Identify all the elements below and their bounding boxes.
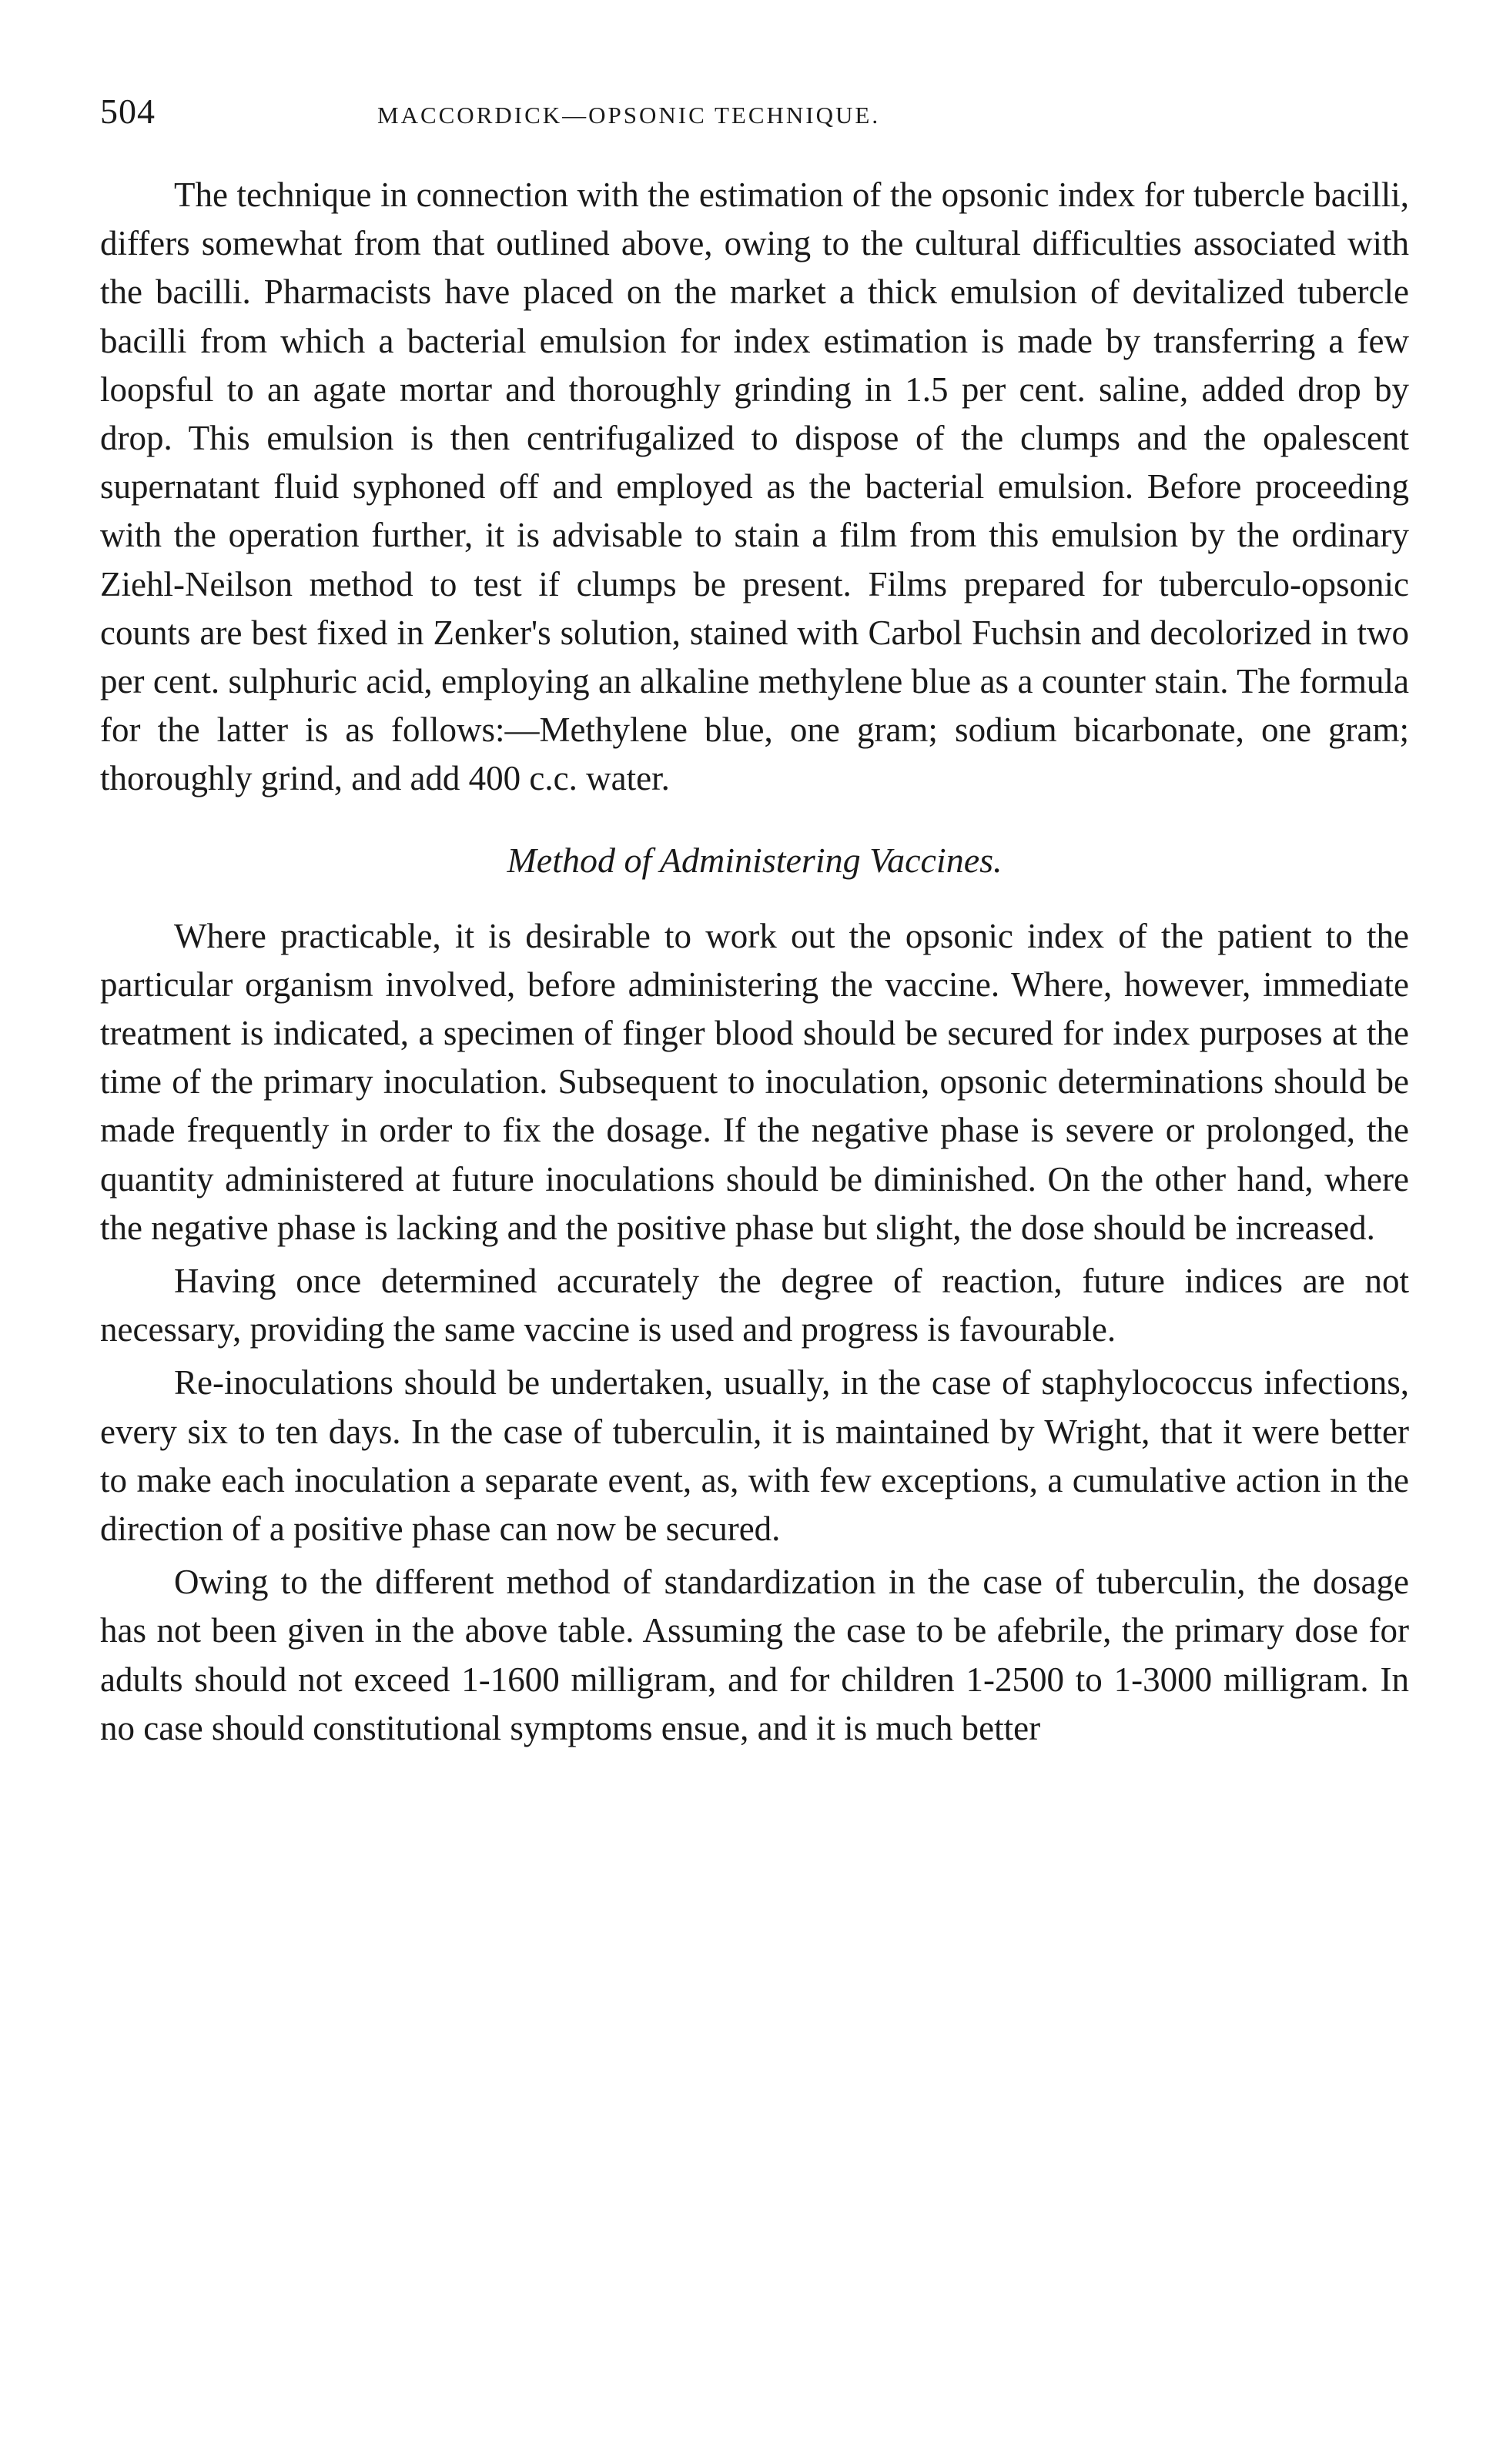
paragraph-tuberculin-dosage: Owing to the different method of standardization in the case of tuberculin, the dosage has not been given in the above table. Assuming the case to be afebrile, the primary dose for adults should not exceed 1-1600 milligram, and for children 1-2500 to 1-3000 milligram. In no case should constitutional symptoms ensue, and it is much better [100,1563,1409,1747]
paragraph-degree-of-reaction: Having once determined accurately the degree of reaction, future indices are not necessary, providing the same vaccine is used and progress is favourable. [100,1262,1409,1349]
paragraph-opsonic-index: Where practicable, it is desirable to work out the opsonic index of the patient to the particular organism involved, before administering the vaccine. Where, however, immediate treatment is indicated, a specimen of finger blood should be secured for index purposes at the time of the primary inoculation. Subsequent to inoculation, opsonic determinations should be made frequently in order to fix the dosage. If the negative phase is severe or prolonged, the quantity administered at future inoculations should be diminished. On the other hand, where the negative phase is lacking and the positive phase but slight, the dose should be increased. [100,916,1409,1247]
document-page [100,91,1409,1753]
running-title: MACCORDICK—OPSONIC TECHNIQUE. [377,102,881,129]
paragraph-re-inoculations: Re-inoculations should be undertaken, usually, in the case of staphylococcus infections, every six to ten days. In the case of tuberculin, it is maintained by Wright, that it were better to make each inoculation a separate event, as, with few exceptions, a cumulative action in the direction of a positive phase can now be secured. [100,1363,1409,1549]
page-number: 504 [100,92,156,131]
section-heading: Method of Administering Vaccines. [507,840,1003,880]
running-head [100,91,1409,137]
paragraph-tubercle-technique: The technique in connection with the estimation of the opsonic index for tubercle bacilli, differs somewhat from that outlined above, owing to the cultural difficulties associated with the bacilli. Pharmacists have placed on the market a thick emulsion of devitalized tubercle bacilli from which a bacterial emulsion for index estimation is made by transferring a few loopsful to an agate mortar and thoroughly grinding in 1.5 per cent. saline, added drop by drop. This emulsion is then centrifugalized to dispose of the clumps and the opalescent supernatant fluid syphoned off and employed as the bacterial emulsion. Before proceeding with the operation further, it is advisable to stain a film from this emulsion by the ordinary Ziehl-Neilson method to test if clumps be present. Films prepared for tuberculo-opsonic counts are best fixed in Zenker's solution, stained with Carbol Fuchsin and decolorized in two per cent. sulphuric acid, employing an alkaline methylene blue as a counter stain. The formula for the latter is as follows:—Methylene blue, one gram; sodium bicarbonate, one gram; thoroughly grind, and add 400 c.c. water. [100,176,1409,798]
